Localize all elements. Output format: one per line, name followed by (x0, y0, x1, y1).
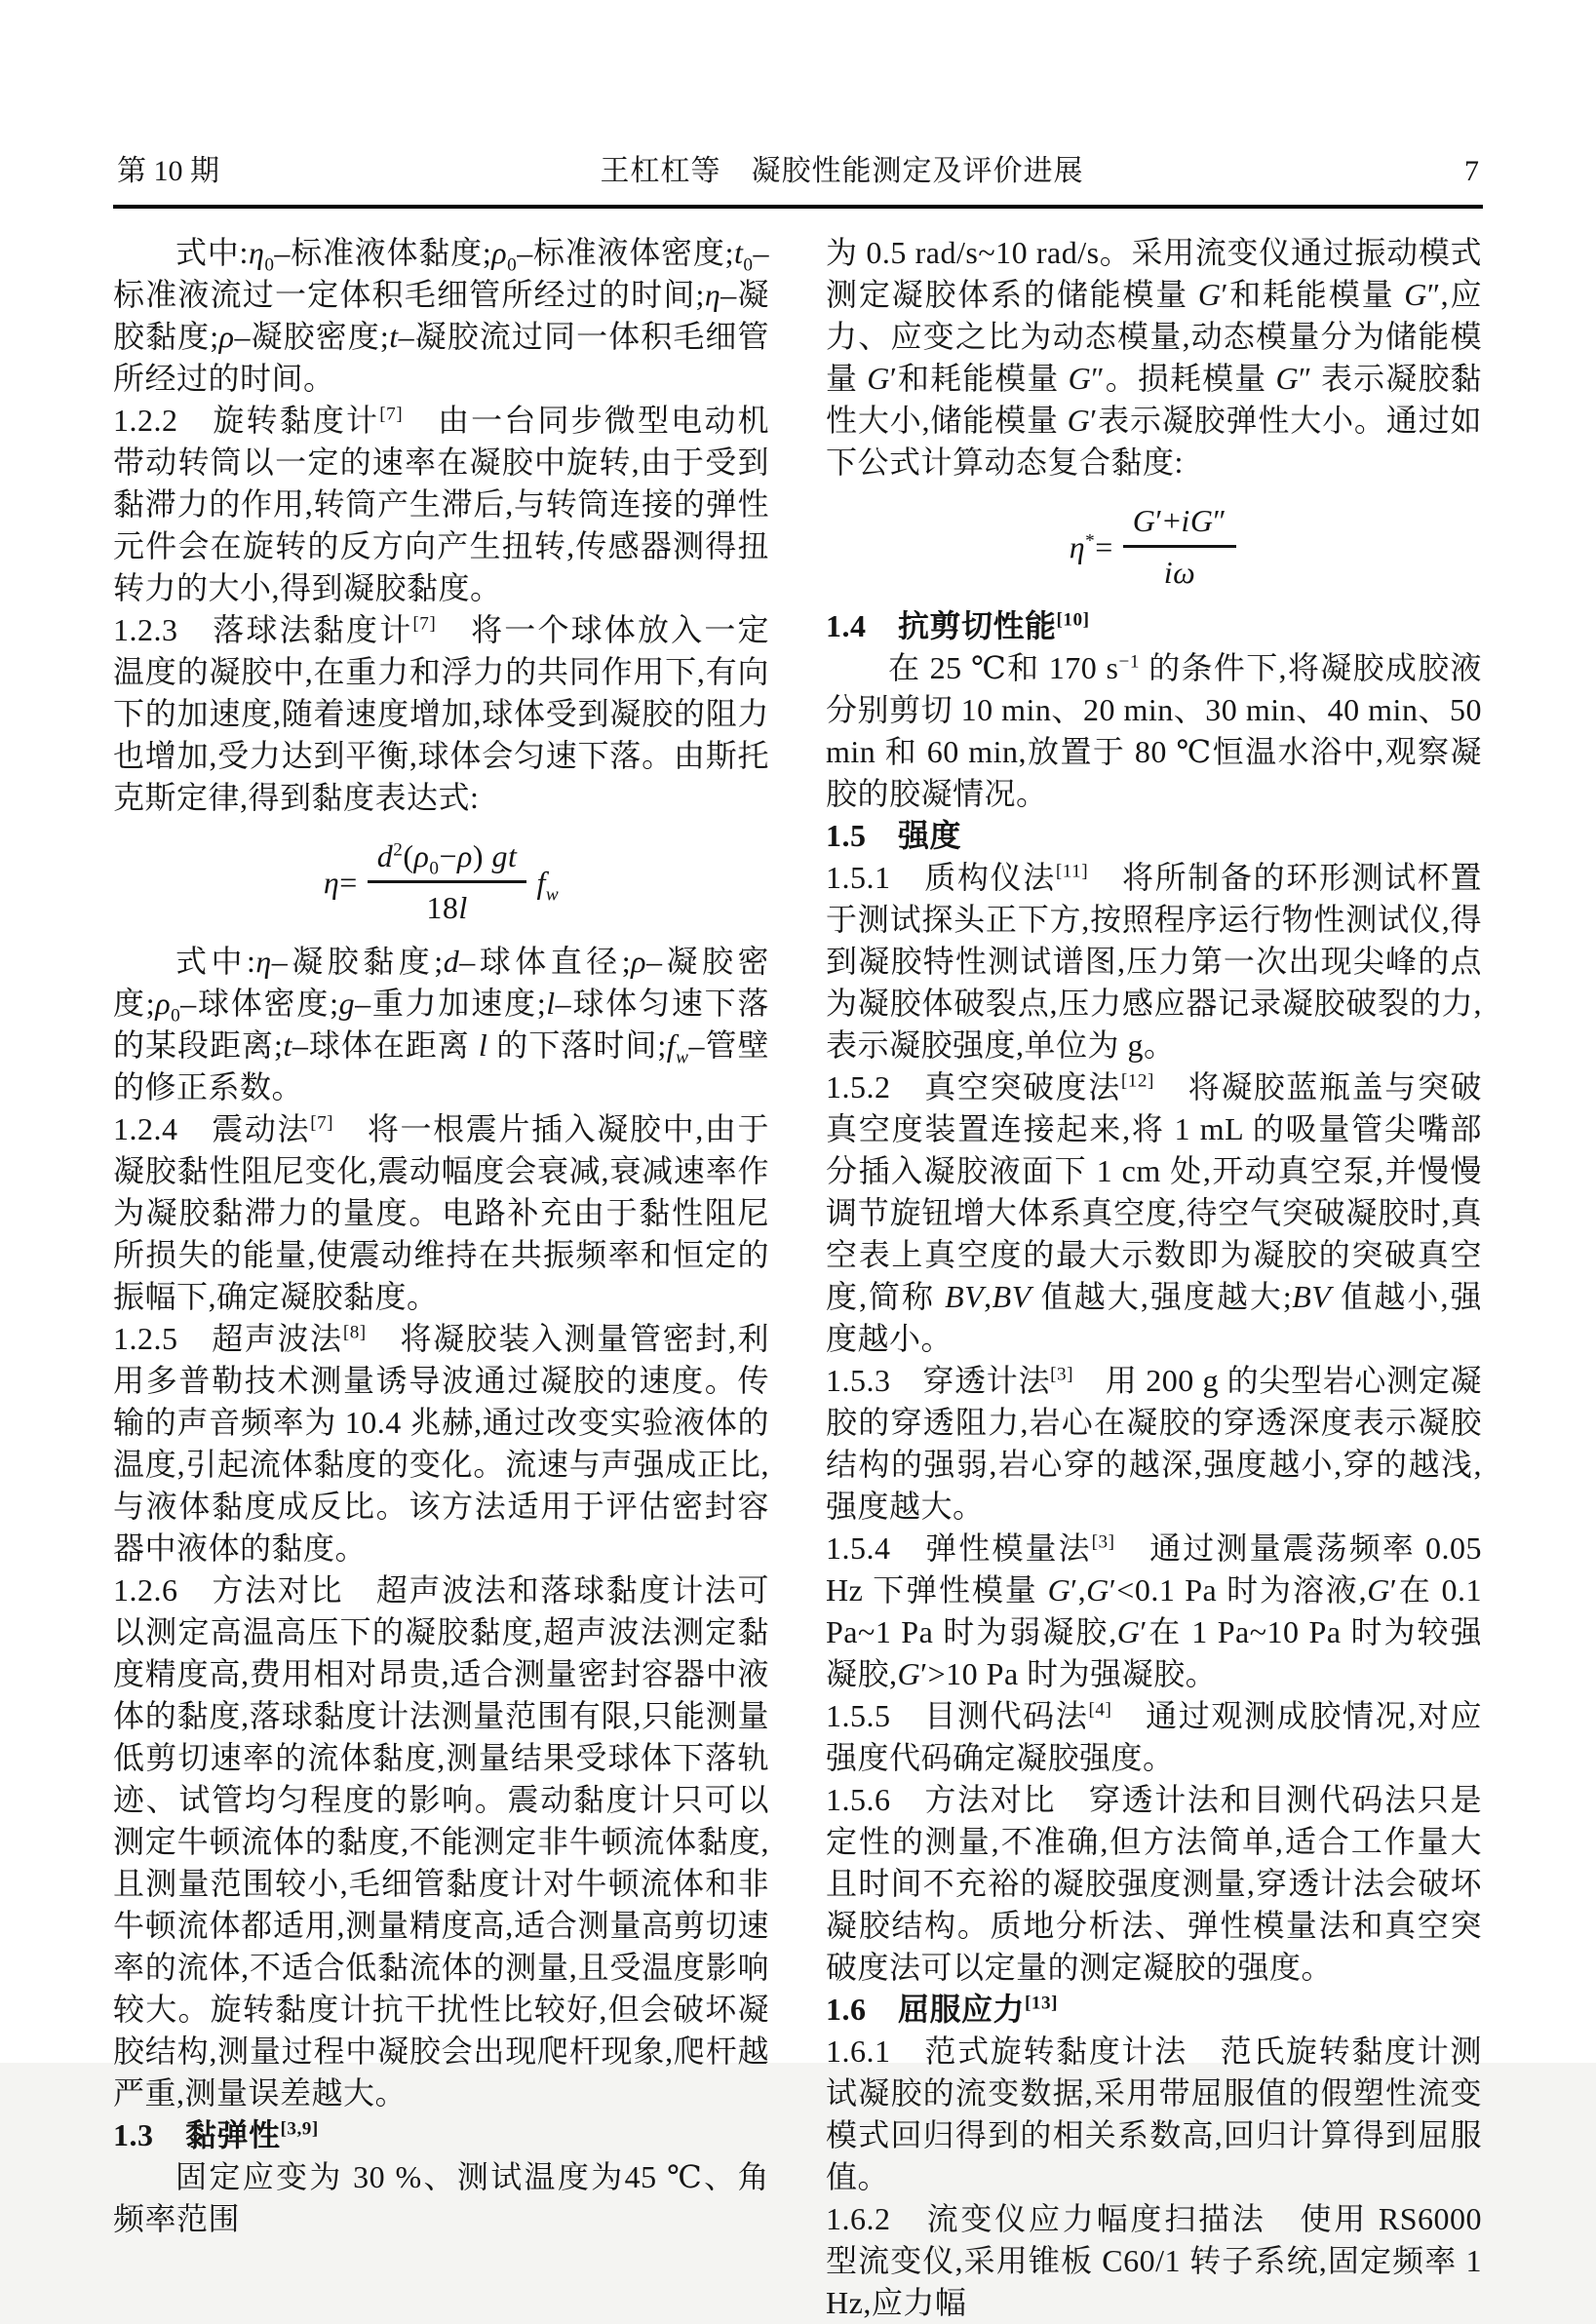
text-run: G (1067, 403, 1091, 438)
paragraph (113, 941, 769, 1108)
text-run: η (704, 277, 721, 312)
text-run: 0 (743, 254, 754, 276)
text-run: ρ (413, 838, 430, 873)
text-run: –球体直径; (459, 944, 632, 979)
text-run: –凝胶密度; (113, 944, 769, 1021)
text-run: l (546, 986, 556, 1021)
text-run: 1.6 屈服应力 (826, 1992, 1026, 2027)
reference-superscript: * (1085, 529, 1096, 551)
text-run: G (1404, 277, 1427, 312)
text-run: G (1132, 503, 1156, 538)
text-run: ρ (218, 319, 235, 354)
text-run: –标准液体密度; (517, 235, 734, 270)
article-body (113, 232, 1483, 2324)
text-run: ′和耗能模量 (1221, 277, 1405, 312)
paragraph (826, 232, 1482, 484)
text-run: − (439, 838, 458, 873)
right-column (826, 232, 1482, 2324)
text-run: 1.5.5 目测代码法 (826, 1698, 1089, 1733)
text-run: 1.6.1 范式旋转黏度计法 范氏旋转黏度计测试凝胶的流变数据,采用带屈服值的假塑性流变模式回归得到的相关系数高,回归计算得到屈服值。 (826, 2034, 1482, 2194)
text-run: –凝胶黏度; (271, 944, 444, 979)
paragraph (113, 1318, 769, 1569)
text-run: 将一个球体放入一定温度的凝胶中,在重力和浮力的共同作用下,有向下的加速度,随着速度增加,球体受到凝胶的阻力也增加,受力达到平衡,球体会匀速下落。由斯托克斯定律,得到黏度表达式: (113, 612, 769, 815)
text-run: ″ (1213, 503, 1227, 538)
text-run: ″ 表示凝胶黏性大小,储能模量 (826, 361, 1482, 438)
text-run: ″,应力、应变之比为动态模量,动态模量分为储能模量 (826, 277, 1482, 396)
text-run: w (676, 1047, 689, 1068)
text-run: 0 (429, 858, 440, 879)
text-run: ′>10 Pa 时为强凝胶。 (920, 1656, 1218, 1691)
text-run: 值越小,强度越小。 (826, 1279, 1482, 1356)
paragraph (826, 1360, 1482, 1528)
text-run: ′表示凝胶弹性大小。通过如下公式计算动态复合黏度: (826, 403, 1482, 480)
text-run: d (443, 944, 460, 979)
text-run: 式中: (175, 235, 249, 270)
reference-superscript: 2 (393, 839, 404, 861)
section-heading (826, 815, 1482, 857)
text-run: G (1367, 1572, 1390, 1607)
text-run: 通过观测成胶情况,对应强度代码确定凝胶强度。 (826, 1698, 1482, 1775)
text-run: 1.5.3 穿透计法 (826, 1363, 1051, 1398)
reference-superscript: [3] (1050, 1364, 1074, 1385)
text-run: 1.2.3 落球法黏度计 (113, 612, 413, 647)
text-run: ρ (457, 838, 473, 873)
header-rule (113, 205, 1483, 209)
text-run: G (1275, 361, 1300, 396)
page-header (113, 146, 1483, 205)
text-run: 将所制备的环形测试杯置于测试探头正下方,按照程序运行物性测试仪,得到凝胶特性测试谱图,压力第一次出现尖峰的点为凝胶体破裂点,压力感应器记录凝胶破裂的力,表示凝胶强度,单位为 g。 (826, 860, 1482, 1063)
text-run: G (1047, 1572, 1071, 1607)
text-run: gt (491, 838, 518, 873)
text-run: 1.5.2 真空突破度法 (826, 1069, 1121, 1104)
text-run: BV (945, 1279, 985, 1314)
text-run: 的下落时间; (487, 1027, 667, 1063)
text-run: –凝胶黏度; (113, 277, 769, 354)
reference-superscript: [7] (412, 613, 437, 635)
reference-superscript: [7] (310, 1112, 334, 1134)
paragraph (826, 1695, 1482, 1779)
text-run: , (984, 1279, 993, 1314)
text-run: G (1116, 1614, 1141, 1649)
text-run: BV (992, 1279, 1032, 1314)
text-run: –管壁的修正系数。 (113, 1027, 769, 1104)
math-formula (826, 501, 1482, 592)
text-run: ) (472, 838, 492, 873)
paragraph (113, 1108, 769, 1318)
text-run: 将一根震片插入凝胶中,由于凝胶黏性阻尼变化,震动幅度会衰减,衰减速率作为凝胶黏滞力的量度。电路补充由于黏性阻尼所损失的能量,使震动维持在共振频率和恒定的振幅下,确定凝胶黏度。 (113, 1111, 769, 1314)
text-run: 式中: (175, 944, 256, 979)
text-run: ′, (1070, 1572, 1087, 1607)
text-run: ′和耗能模量 (889, 361, 1069, 396)
text-run: 0 (264, 254, 275, 276)
paragraph (113, 2156, 769, 2240)
section-heading (826, 1989, 1482, 2031)
paragraph (113, 232, 769, 400)
left-column (113, 232, 769, 2324)
text-run: t (389, 319, 399, 354)
text-run: 由一台同步微型电动机带动转筒以一定的速率在凝胶中旋转,由于受到黏滞力的作用,转筒产生滞后,与转筒连接的弹性元件会在旋转的反方向产生扭转,传感器测得扭转力的大小,得到凝胶黏度。 (113, 403, 769, 605)
paragraph (826, 647, 1482, 815)
reference-superscript: −1 (1118, 651, 1140, 673)
fraction (368, 836, 527, 927)
journal-issue: 第 10 期 (117, 155, 219, 187)
text-run: ρ (631, 944, 646, 979)
fraction (1123, 501, 1236, 592)
text-run: l (458, 890, 468, 925)
text-run: ′在 0.1 Pa~1 Pa 时为弱凝胶, (826, 1572, 1482, 1649)
section-heading (826, 605, 1482, 647)
text-run: w (545, 883, 560, 905)
paragraph (826, 2031, 1482, 2198)
text-run: 的条件下,将凝胶成胶液分别剪切 10 min、20 min、30 min、40 min、50 min 和 60 min,放置于 80 ℃恒温水浴中,观察凝胶的胶凝情况。 (826, 650, 1482, 811)
text-run: 18 (426, 890, 459, 925)
reference-superscript: [4] (1088, 1699, 1112, 1721)
text-run: ′<0.1 Pa 时为溶液, (1109, 1572, 1368, 1607)
text-run: 1.5.1 质构仪法 (826, 860, 1056, 895)
text-run: 1.2.4 震动法 (113, 1111, 311, 1146)
text-run: η (323, 864, 340, 900)
text-run: f (536, 864, 546, 900)
text-run: η (1069, 528, 1086, 564)
text-run: –凝胶流过同一体积毛细管所经过的时间。 (113, 319, 769, 396)
paragraph (113, 1569, 769, 2114)
text-run: = (339, 864, 358, 900)
text-run: η (255, 944, 272, 979)
text-run: –重力加速度; (355, 986, 547, 1021)
text-run: 值越大,强度越大; (1031, 1279, 1293, 1314)
text-run: 1.5 强度 (826, 818, 962, 853)
math-formula (113, 836, 769, 927)
text-run: 1.3 黏弹性 (113, 2117, 281, 2152)
text-run: –标准液体黏度; (274, 235, 492, 270)
text-run: g (338, 986, 356, 1021)
text-run: 1.2.2 旋转黏度计 (113, 403, 380, 438)
reference-superscript: [11] (1055, 861, 1089, 882)
text-run: ′+ (1155, 503, 1182, 538)
paragraph (826, 1779, 1482, 1989)
reference-superscript: [12] (1120, 1070, 1154, 1092)
paragraph (113, 609, 769, 819)
text-run: 用 200 g 的尖型岩心测定凝胶的穿透阻力,岩心在凝胶的穿透深度表示凝胶结构的强弱,岩心穿的越深,强度越小,穿的越浅,强度越大。 (826, 1363, 1482, 1524)
text-run: 1.2.5 超声波法 (113, 1321, 343, 1356)
text-run: iω (1163, 555, 1196, 590)
text-run: 将凝胶蓝瓶盖与突破真空度装置连接起来,将 1 mL 的吸量管尖嘴部分插入凝胶液面下 1 cm 处,开动真空泵,并慢慢调节旋钮增大体系真空度,待空气突破凝胶时,真空表上真空度的最大示数即为凝胶的突破真空度,简称 (826, 1069, 1482, 1314)
text-run: ρ (491, 235, 508, 270)
text-run: 0 (171, 1005, 181, 1026)
paragraph (826, 1528, 1482, 1695)
running-title: 王杠杠等 凝胶性能测定及评价进展 (600, 155, 1084, 187)
text-run: ″。损耗模量 (1091, 361, 1276, 396)
text-run: G (1197, 277, 1222, 312)
reference-superscript: [13] (1025, 1993, 1058, 2014)
text-run: ρ (155, 986, 172, 1021)
text-run: –球体匀速下落的某段距离; (113, 986, 769, 1063)
text-run: G (867, 361, 890, 396)
text-run: BV (1292, 1279, 1332, 1314)
text-run: = (1095, 528, 1113, 564)
text-run: d (376, 838, 394, 873)
reference-superscript: [3] (1091, 1531, 1115, 1553)
text-run: t (734, 235, 744, 270)
text-run: G (1068, 361, 1092, 396)
text-run: 在 25 ℃和 170 s (888, 650, 1119, 685)
text-run: 1.2.6 方法对比 超声波法和落球黏度计法可以测定高温高压下的凝胶黏度,超声波法测定黏度精度高,费用相对昂贵,适合测量密封容器中液体的黏度,落球黏度计法测量范围有限,只能测量低剪切速率的流体黏度,测量结果受球体下落轨迹、试管均匀程度的影响。震动黏度计只可以测定牛顿流体的黏度,不能测定非牛顿流体黏度,且测量范围较小,毛细管黏度计对牛顿流体和非牛顿流体都适用,测量精度高,适合测量高剪切速率的流体,不适合低黏流体的测量,且受温度影响较大。旋转黏度计抗干扰性比较好,但会破坏凝胶结构,测量过程中凝胶会出现爬杆现象,爬杆越严重,测量误差越大。 (113, 1572, 769, 2111)
text-run: ( (403, 838, 414, 873)
paragraph (113, 400, 769, 609)
text-run: 1.4 抗剪切性能 (826, 608, 1057, 643)
paragraph (826, 1066, 1482, 1360)
reference-superscript: [7] (379, 404, 404, 425)
paragraph (826, 857, 1482, 1066)
reference-superscript: [8] (342, 1322, 367, 1343)
text-run: 1.5.4 弹性模量法 (826, 1530, 1092, 1566)
text-run: 1.6.2 流变仪应力幅度扫描法 使用 RS6000 型流变仪,采用锥板 C60/1 转子系统,固定频率 1 Hz,应力幅 (826, 2201, 1482, 2320)
text-run: –标准液流过一定体积毛细管所经过的时间; (113, 235, 769, 312)
paragraph (826, 2198, 1482, 2324)
reference-superscript: [10] (1056, 609, 1090, 631)
reference-superscript: [3,9] (280, 2118, 319, 2140)
text-run: 固定应变为 30 %、测试温度为45 ℃、角频率范围 (113, 2159, 769, 2236)
text-run: η (248, 235, 265, 270)
text-run: –凝胶密度; (234, 319, 390, 354)
text-run: f (666, 1027, 677, 1063)
text-run: 为 0.5 rad/s~10 rad/s。采用流变仪通过振动模式测定凝胶体系的储能模量 (826, 235, 1482, 312)
text-run: ′在 1 Pa~10 Pa 时为较强凝胶, (826, 1614, 1482, 1691)
text-run: 通过测量震荡频率 0.05 Hz 下弹性模量 (826, 1530, 1482, 1607)
text-run: l (478, 1027, 488, 1063)
text-run: G (1086, 1572, 1109, 1607)
text-run: iG (1181, 503, 1214, 538)
text-run: –球体在距离 (292, 1027, 479, 1063)
text-run: –球体密度; (180, 986, 339, 1021)
text-run: G (897, 1656, 921, 1691)
text-run: 将凝胶装入测量管密封,利用多普勒技术测量诱导波通过凝胶的速度。传输的声音频率为 10.4 兆赫,通过改变实验液体的温度,引起流体黏度的变化。流速与声强成正比,与液体黏度成反比。该方法适用于评估密封容器中液体的黏度。 (113, 1321, 769, 1566)
section-heading (113, 2114, 769, 2156)
page-number: 7 (1464, 155, 1479, 187)
text-run: 0 (507, 254, 518, 276)
text-run: 1.5.6 方法对比 穿透计法和目测代码法只是定性的测量,不准确,但方法简单,适合工作量大且时间不充裕的凝胶强度测量,穿透计法会破坏凝胶结构。质地分析法、弹性模量法和真空突破度法可以定量的测定凝胶的强度。 (826, 1782, 1482, 1985)
text-run: t (283, 1027, 292, 1063)
